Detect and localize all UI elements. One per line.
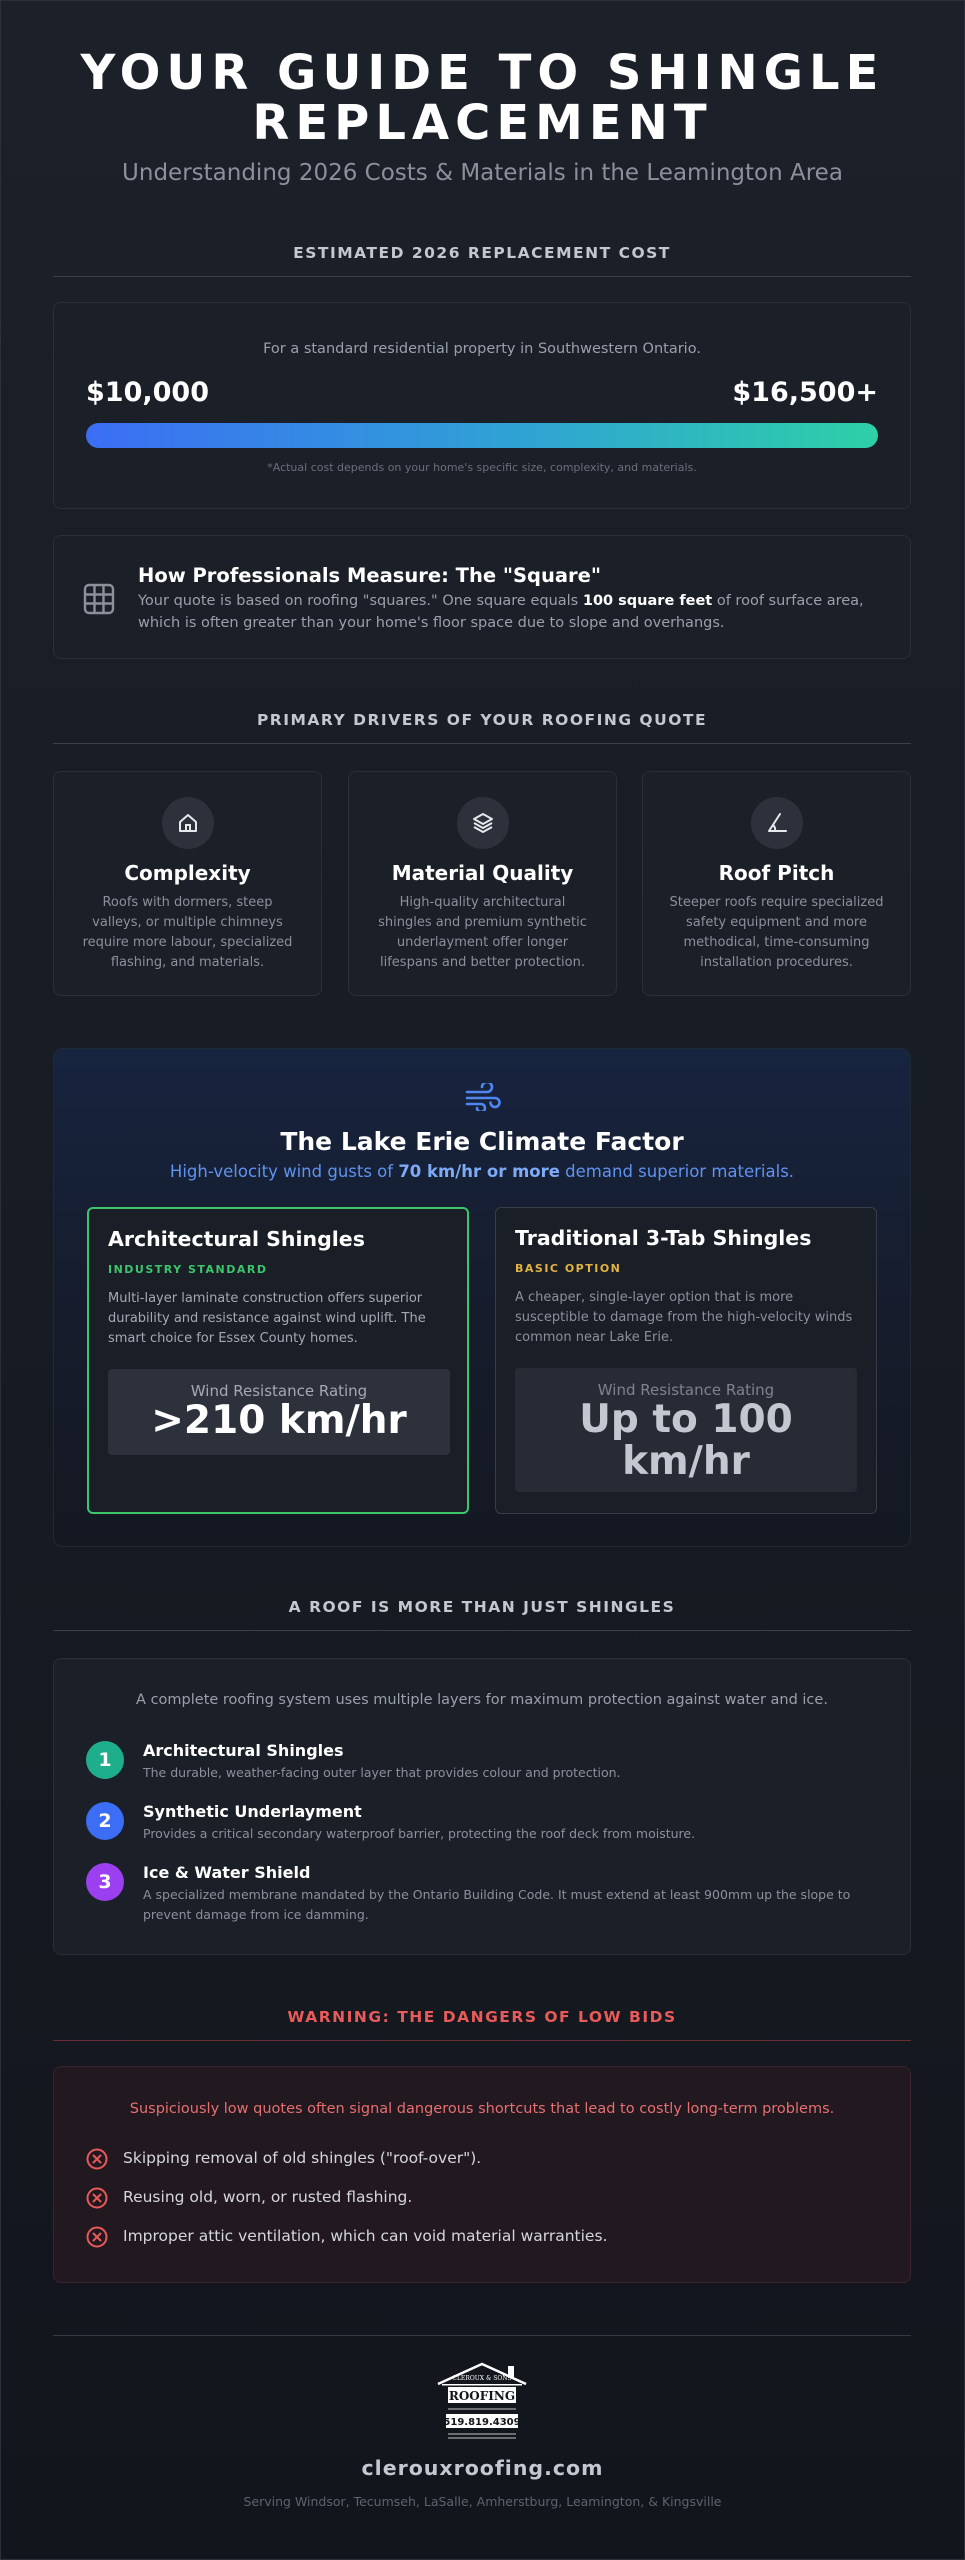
- wind-rating-value: >210 km/hr: [151, 1398, 407, 1443]
- warning-item-text: Reusing old, worn, or rusted flashing.: [123, 2188, 413, 2206]
- square-body-text-end: of roof surface area, which is often greater than your home's floor space due to slope and overhangs.: [138, 593, 864, 631]
- driver-body: Steeper roofs require specialized safety equipment and more methodical, time-consuming installation procedures.: [669, 895, 884, 970]
- layer-number-badge: 2: [86, 1802, 124, 1840]
- climate-title: The Lake Erie Climate Factor: [280, 1127, 684, 1156]
- layer-title: Architectural Shingles: [143, 1741, 344, 1760]
- three-tab-shingles-card: [495, 1207, 877, 1514]
- grid-icon: [82, 582, 116, 616]
- footer-divider: [53, 2335, 911, 2336]
- logo-word: ROOFING: [448, 2389, 516, 2403]
- layer-body: Provides a critical secondary waterproof barrier, protecting the roof deck from moisture.: [143, 1826, 696, 1841]
- logo-phone: 519.819.4309: [443, 2417, 521, 2428]
- driver-card-pitch: [642, 771, 911, 996]
- climate-subtitle: [54, 1162, 910, 1181]
- page-title: [0, 45, 965, 151]
- driver-title: Roof Pitch: [718, 861, 835, 885]
- warning-card: [53, 2066, 911, 2283]
- home-icon: [162, 797, 214, 849]
- service-areas: Serving Windsor, Tecumseh, LaSalle, Amherstburg, Leamington, & Kingsville: [243, 2494, 722, 2509]
- page-subtitle: Understanding 2026 Costs & Materials in the Leamington Area: [122, 160, 843, 186]
- shingle-tag: INDUSTRY STANDARD: [108, 1263, 268, 1276]
- warning-heading: WARNING: THE DANGERS OF LOW BIDS: [53, 2008, 911, 2041]
- warning-intro: Suspiciously low quotes often signal dangerous shortcuts that lead to costly long-term problems.: [129, 2101, 835, 2117]
- layers-card: [53, 1658, 911, 1955]
- wind-icon: [465, 1083, 501, 1111]
- climate-section: [53, 1048, 911, 1547]
- layer-body: The durable, weather-facing outer layer that provides colour and protection.: [143, 1765, 621, 1780]
- x-circle-icon: [86, 2226, 108, 2248]
- wind-rating-label: Wind Resistance Rating: [190, 1382, 368, 1400]
- page-title-line1: YOUR GUIDE TO SHINGLE: [80, 45, 885, 101]
- driver-body: Roofs with dormers, steep valleys, or multiple chimneys require more labour, specialized flashing, and materials.: [82, 895, 293, 970]
- driver-title: Complexity: [124, 861, 251, 885]
- warning-item-text: Improper attic ventilation, which can void material warranties.: [123, 2227, 608, 2245]
- square-title: How Professionals Measure: The "Square": [138, 564, 602, 587]
- driver-title: Material Quality: [391, 861, 574, 885]
- cost-card: [53, 302, 911, 509]
- climate-subtitle-text: High-velocity wind gusts of: [169, 1162, 399, 1181]
- square-body-text: Your quote is based on roofing "squares." One square equals: [138, 593, 583, 609]
- driver-card-complexity: [53, 771, 322, 996]
- climate-subtitle-emphasis: 70 km/hr or more: [398, 1162, 560, 1181]
- layer-title: Synthetic Underlayment: [143, 1802, 362, 1821]
- company-logo: [434, 2360, 530, 2442]
- cost-footnote: *Actual cost depends on your home's specific size, complexity, and materials.: [267, 461, 697, 474]
- cost-heading: ESTIMATED 2026 REPLACEMENT COST: [53, 244, 911, 277]
- wind-rating-box: [108, 1369, 450, 1455]
- angle-icon: [751, 797, 803, 849]
- shingle-title: Architectural Shingles: [108, 1227, 365, 1251]
- page-title-line2: REPLACEMENT: [252, 95, 713, 151]
- warning-item-text: Skipping removal of old shingles ("roof-over").: [123, 2149, 482, 2167]
- cost-range-bar: [86, 423, 878, 448]
- shingle-tag: BASIC OPTION: [515, 1262, 622, 1275]
- square-body: [138, 590, 878, 634]
- shingle-title: Traditional 3-Tab Shingles: [515, 1226, 812, 1250]
- logo-name: CLEROUX & SONS: [452, 2375, 512, 2382]
- layer-number-badge: 1: [86, 1741, 124, 1779]
- layers-icon: [457, 797, 509, 849]
- cost-high-value: $16,500+: [732, 377, 878, 408]
- website-link[interactable]: clerouxroofing.com: [361, 2456, 604, 2480]
- cost-note: For a standard residential property in Southwestern Ontario.: [263, 341, 701, 357]
- driver-body: High-quality architectural shingles and premium synthetic underlayment offer longer lifespans and better protection.: [378, 895, 587, 970]
- driver-card-material: [348, 771, 617, 996]
- wind-rating-label: Wind Resistance Rating: [597, 1381, 775, 1399]
- square-body-emphasis: 100 square feet: [582, 593, 713, 609]
- layers-intro: A complete roofing system uses multiple layers for maximum protection against water and ice.: [136, 1692, 828, 1708]
- architectural-shingles-card: [87, 1207, 469, 1514]
- shingle-body: A cheaper, single-layer option that is more susceptible to damage from the high-velocity winds common near Lake Erie.: [515, 1290, 853, 1345]
- shingle-body: Multi-layer laminate construction offers superior durability and resistance against wind uplift. The smart choice for Essex County homes.: [108, 1291, 426, 1346]
- x-circle-icon: [86, 2148, 108, 2170]
- wind-rating-value: Up to 100 km/hr: [579, 1397, 793, 1484]
- wind-rating-box: [515, 1368, 857, 1492]
- layer-number-badge: 3: [86, 1863, 124, 1901]
- layers-heading: A ROOF IS MORE THAN JUST SHINGLES: [53, 1598, 911, 1631]
- square-card: [53, 535, 911, 659]
- x-circle-icon: [86, 2187, 108, 2209]
- layer-title: Ice & Water Shield: [143, 1863, 311, 1882]
- layer-body: A specialized membrane mandated by the Ontario Building Code. It must extend at least 900mm up the slope to prevent damage from ice damming.: [143, 1887, 851, 1922]
- drivers-heading: PRIMARY DRIVERS OF YOUR ROOFING QUOTE: [53, 711, 911, 744]
- cost-low-value: $10,000: [86, 377, 209, 408]
- climate-subtitle-text-end: demand superior materials.: [559, 1162, 795, 1181]
